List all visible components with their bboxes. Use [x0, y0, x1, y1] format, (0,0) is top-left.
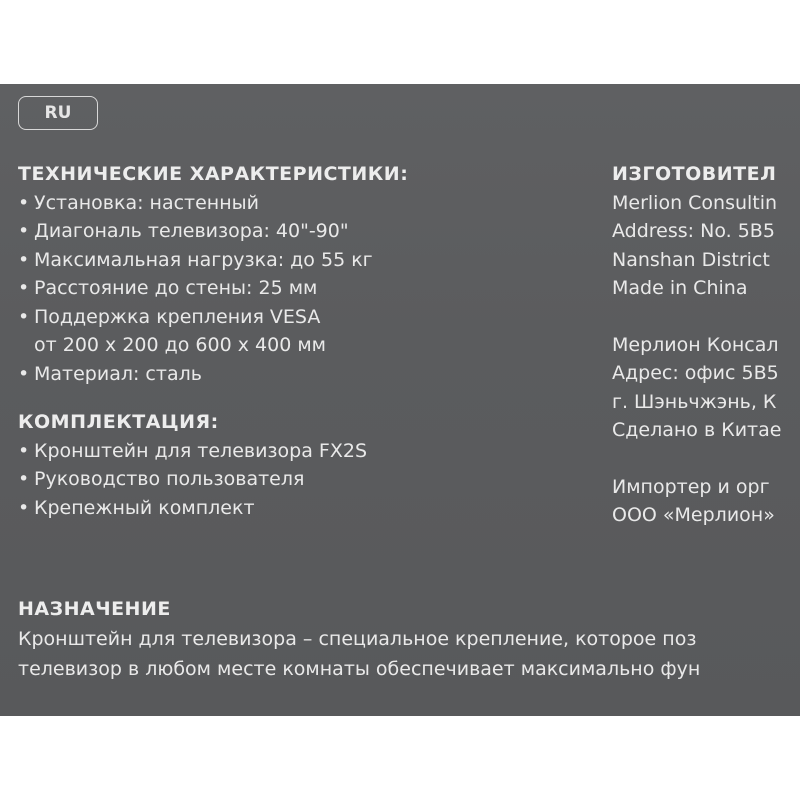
vesa-range: от 200 х 200 до 600 х 400 мм	[34, 334, 326, 356]
manufacturer-ru-line: Мерлион Консал	[612, 333, 779, 356]
manufacturer-ru-line: Сделано в Китае	[612, 419, 782, 441]
kit-item: • Руководство пользователя	[18, 468, 305, 490]
spec-item: • Максимальная нагрузка: до 55 кг	[18, 248, 373, 271]
left-column	[18, 160, 408, 522]
manufacturer-line: Nanshan District	[612, 248, 770, 271]
manufacturer-ru-line: Адрес: офис 5B5	[612, 362, 779, 384]
spec-item: • Расстояние до стены: 25 мм	[18, 277, 318, 299]
purpose-section	[18, 594, 700, 684]
kit-item: • Кронштейн для телевизора FX2S	[18, 439, 368, 462]
packaging-panel	[0, 84, 800, 716]
purpose-text-line: телевизор в любом месте комнаты обеспечивает максимально фун	[18, 658, 701, 680]
spec-item: • Установка: настенный	[18, 191, 260, 214]
manufacturer-line: Address: No. 5B5	[612, 220, 775, 242]
kit-heading: КОМПЛЕКТАЦИЯ:	[18, 411, 219, 433]
spec-item: • Поддержка крепления VESA	[18, 305, 321, 328]
manufacturer-ru-line: г. Шэньчжэнь, К	[612, 390, 777, 413]
importer-line: Импортер и орг	[612, 475, 770, 498]
kit-item: • Крепежный комплект	[18, 496, 255, 519]
spec-item-material: • Материал: сталь	[18, 362, 202, 385]
purpose-text-line: Кронштейн для телевизора – специальное крепление, которое поз	[18, 628, 697, 650]
specs-heading: ТЕХНИЧЕСКИЕ ХАРАКТЕРИСТИКИ:	[18, 163, 409, 185]
language-badge: RU	[18, 96, 98, 130]
importer-line: ООО «Мерлион»	[612, 504, 775, 526]
manufacturer-heading: ИЗГОТОВИТЕЛ	[612, 163, 777, 185]
manufacturer-line: Merlion Consultin	[612, 191, 778, 214]
spec-item: • Диагональ телевизора: 40"-90"	[18, 220, 349, 242]
manufacturer-line: Made in China	[612, 277, 748, 299]
right-column	[612, 160, 781, 530]
purpose-heading: НАЗНАЧЕНИЕ	[18, 598, 171, 620]
